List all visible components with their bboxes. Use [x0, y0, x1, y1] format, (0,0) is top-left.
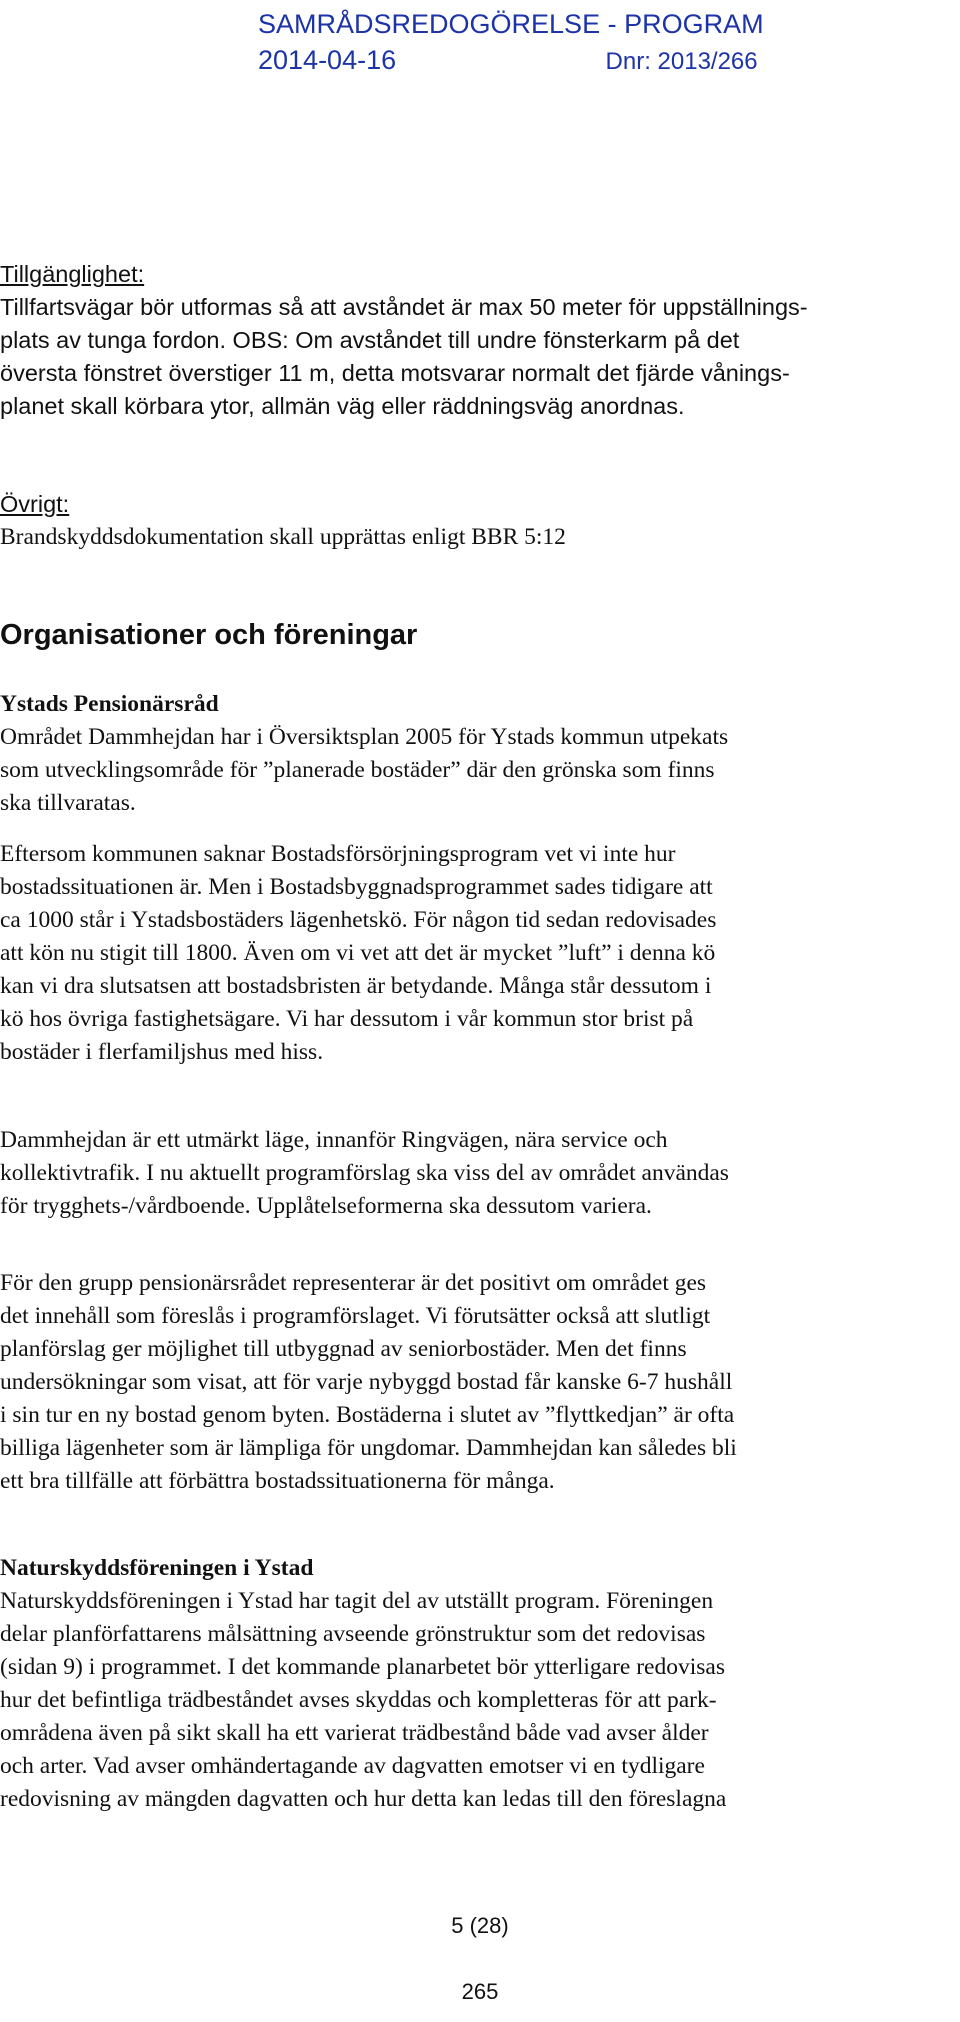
- pension-council-p2: [0, 838, 960, 1069]
- pension-council-p1: [0, 688, 960, 820]
- paragraph-line: att kön nu stigit till 1800. Även om vi vet att det är mycket ”luft” i denna kö: [0, 940, 716, 966]
- document-date: 2014-04-16: [258, 45, 397, 75]
- paragraph-line: ca 1000 står i Ystadsbostäders lägenhetskö. För någon tid sedan redovisades: [0, 907, 717, 933]
- accessibility-line: plats av tunga fordon. OBS: Om avståndet till undre fönsterkarm på det: [0, 327, 740, 353]
- paragraph-line: delar planförfattarens målsättning avseende grönstruktur som det redovisas: [0, 1621, 706, 1647]
- paragraph-line: Området Dammhejdan har i Översiktsplan 2005 för Ystads kommun utpekats: [0, 724, 729, 750]
- document-header: [258, 6, 898, 80]
- paragraph-line: ska tillvaratas.: [0, 790, 136, 816]
- paragraph-line: det innehåll som föreslås i programförslaget. Vi förutsätter också att slutligt: [0, 1303, 711, 1329]
- other-heading: Övrigt:: [0, 491, 70, 517]
- paragraph-line: kö hos övriga fastighetsägare. Vi har dessutom i vår kommun stor brist på: [0, 1006, 694, 1032]
- accessibility-line: översta fönstret överstiger 11 m, detta motsvarar normalt det fjärde vånings-: [0, 360, 790, 386]
- paragraph-line: hur det befintliga trädbeståndet avses skyddas och kompletteras för att park-: [0, 1687, 717, 1713]
- paragraph-line: som utvecklingsområde för ”planerade bostäder” där den grönska som finns: [0, 757, 715, 783]
- paragraph-line: områdena även på sikt skall ha ett varierat trädbestånd både vad avser ålder: [0, 1720, 709, 1746]
- other-block: [0, 488, 960, 554]
- nature-society-title: Naturskyddsföreningen i Ystad: [0, 1555, 314, 1581]
- paragraph-line: bostadssituationen är. Men i Bostadsbyggnadsprogrammet sades tidigare att: [0, 874, 713, 900]
- paragraph-line: planförslag ger möjlighet till utbyggnad av seniorbostäder. Men det finns: [0, 1336, 687, 1362]
- paragraph-line: för trygghets-/vårdboende. Upplåtelseformerna ska dessutom variera.: [0, 1193, 652, 1219]
- other-text: Brandskyddsdokumentation skall upprättas enligt BBR 5:12: [0, 524, 566, 550]
- paragraph-line: ett bra tillfälle att förbättra bostadssituationerna för många.: [0, 1468, 555, 1494]
- document-dnr: Dnr: 2013/266: [605, 48, 758, 75]
- paragraph-line: kollektivtrafik. I nu aktuellt programförslag ska viss del av området användas: [0, 1160, 729, 1186]
- paragraph-line: Eftersom kommunen saknar Bostadsförsörjningsprogram vet vi inte hur: [0, 841, 676, 867]
- paragraph-line: (sidan 9) i programmet. I det kommande planarbetet bör ytterligare redovisas: [0, 1654, 725, 1680]
- page-indicator: 5 (28): [451, 1913, 509, 1938]
- document-title: SAMRÅDSREDOGÖRELSE - PROGRAM: [258, 9, 764, 39]
- paragraph-line: bostäder i flerfamiljshus med hiss.: [0, 1039, 324, 1065]
- nature-society-block: [0, 1552, 960, 1816]
- pension-council-p3: [0, 1124, 960, 1223]
- paragraph-line: kan vi dra slutsatsen att bostadsbristen är betydande. Många står dessutom i: [0, 973, 712, 999]
- paragraph-line: billiga lägenheter som är lämpliga för ungdomar. Dammhejdan kan således bli: [0, 1435, 737, 1461]
- pension-council-title: Ystads Pensionärsråd: [0, 691, 219, 717]
- accessibility-heading: Tillgänglighet:: [0, 261, 145, 287]
- paragraph-line: redovisning av mängden dagvatten och hur detta kan ledas till den föreslagna: [0, 1786, 727, 1812]
- section-heading: Organisationer och föreningar: [0, 619, 418, 651]
- page-number: 265: [461, 1979, 499, 2004]
- paragraph-line: i sin tur en ny bostad genom byten. Bostäderna i slutet av ”flyttkedjan” är ofta: [0, 1402, 735, 1428]
- header-meta-row: [258, 42, 898, 80]
- paragraph-line: För den grupp pensionärsrådet representerar är det positivt om området ges: [0, 1270, 707, 1296]
- paragraph-line: undersökningar som visat, att för varje nybyggd bostad får kanske 6-7 hushåll: [0, 1369, 733, 1395]
- accessibility-line: planet skall körbara ytor, allmän väg eller räddningsväg anordnas.: [0, 393, 685, 419]
- paragraph-line: Dammhejdan är ett utmärkt läge, innanför Ringvägen, nära service och: [0, 1127, 668, 1153]
- pension-council-p4: [0, 1267, 960, 1498]
- accessibility-block: [0, 258, 960, 423]
- paragraph-line: och arter. Vad avser omhändertagande av dagvatten emotser vi en tydligare: [0, 1753, 705, 1779]
- paragraph-line: Naturskyddsföreningen i Ystad har tagit del av utställt program. Föreningen: [0, 1588, 714, 1614]
- accessibility-line: Tillfartsvägar bör utformas så att avståndet är max 50 meter för uppställnings-: [0, 294, 808, 320]
